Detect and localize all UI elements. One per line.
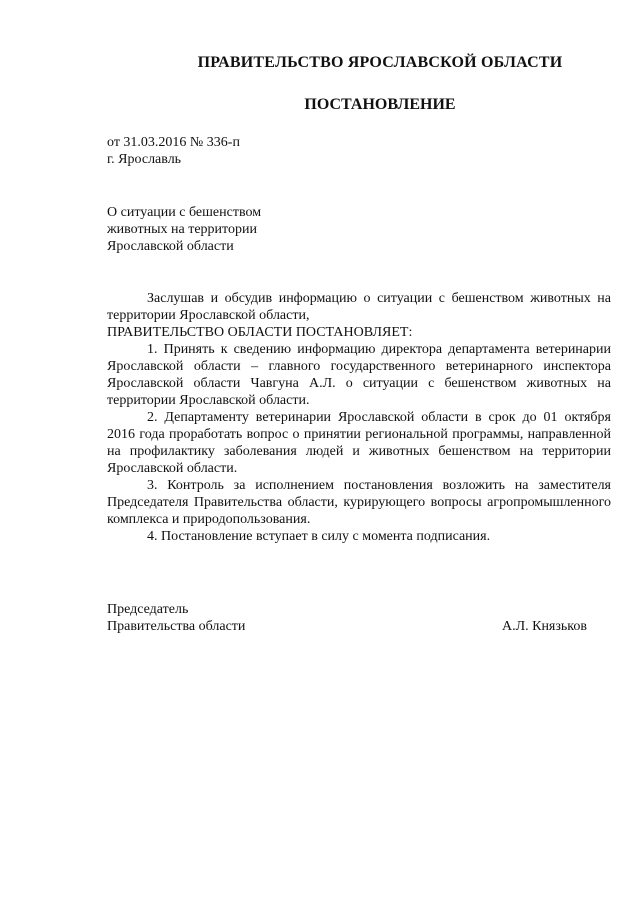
city: г. Ярославль — [107, 152, 182, 167]
item-paragraph: 3. Контроль за исполнением постановления возложить на заместителя Председателя Правительства области, курирующего вопросы агропромышленного комплекса и природопользования. — [107, 478, 611, 527]
intro-paragraph: Заслушав и обсудив информацию о ситуации с бешенством животных на территории Ярославской области, — [107, 291, 611, 323]
signatory-title: Правительства области — [107, 619, 246, 634]
subject-line: О ситуации с бешенством — [107, 205, 262, 220]
signatory-title: Председатель — [107, 602, 189, 617]
government-heading: ПРАВИТЕЛЬСТВО ЯРОСЛАВСКОЙ ОБЛАСТИ — [197, 54, 563, 71]
subject-block — [107, 204, 327, 255]
document-body — [107, 290, 611, 545]
signature-block — [107, 601, 611, 635]
signatory-name: А.Л. Князьков — [502, 619, 587, 634]
item-paragraph: 2. Департаменту ветеринарии Ярославской области в срок до 01 октября 2016 года проработать вопрос о принятии региональной программы, направленной на профилактику заболевания людей и животных бешенством на территории Ярославской области. — [107, 410, 611, 476]
item-paragraph: 1. Принять к сведению информацию директора департамента ветеринарии Ярославской области – главного государственного ветеринарного инспектора Ярославской области Чавгуна А.Л. о ситуации с бешенством животных на территории Ярославской области. — [107, 342, 611, 408]
document-type-heading: ПОСТАНОВЛЕНИЕ — [304, 96, 456, 113]
item-paragraph: 4. Постановление вступает в силу с момента подписания. — [147, 529, 491, 544]
subject-line: животных на территории — [107, 222, 257, 237]
date-number: от 31.03.2016 № 336-п — [107, 135, 240, 150]
subject-line: Ярославской области — [107, 239, 234, 254]
resolves-line: ПРАВИТЕЛЬСТВО ОБЛАСТИ ПОСТАНОВЛЯЕТ: — [107, 325, 413, 340]
